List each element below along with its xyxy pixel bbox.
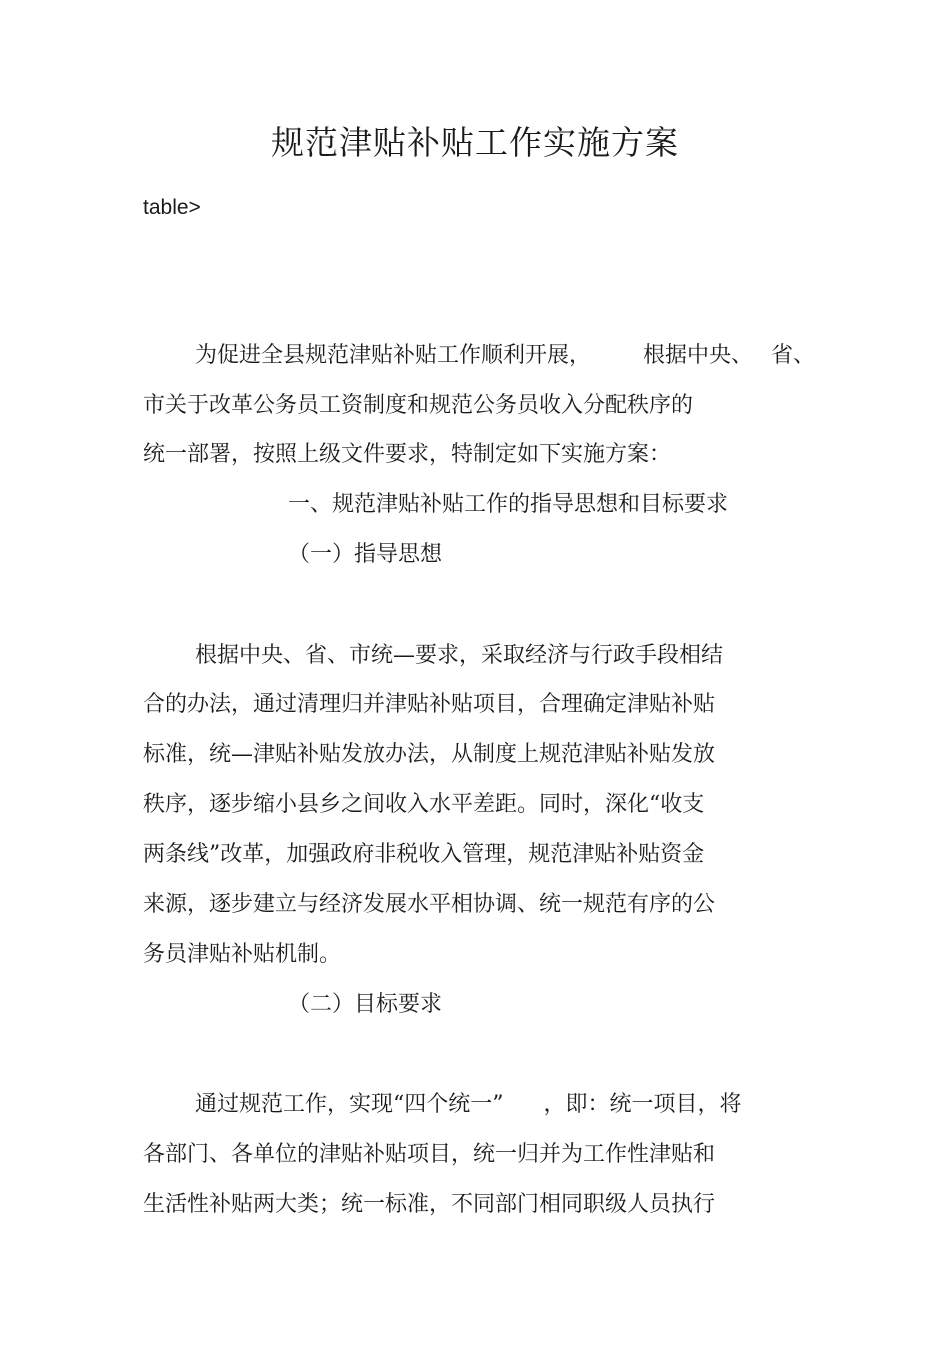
paragraph-line: 合的办法，通过清理归并津贴补贴项目，合理确定津贴补贴: [143, 692, 716, 717]
paragraph-line: 秩序，逐步缩小县乡之间收入水平差距。同时，深化“收支: [143, 792, 705, 817]
intro-text-a: 为促进全县规范津贴补贴工作顺利开展，: [195, 343, 592, 368]
intro-line-2: 市关于改革公务员工资制度和规范公务员收入分配秩序的: [143, 393, 694, 418]
intro-line-1: [195, 341, 815, 371]
paragraph-line: 来源，逐步建立与经济发展水平相协调、统一规范有序的公: [143, 892, 716, 917]
subsection-heading-2: （二）目标要求: [288, 992, 443, 1017]
section-heading-1: 一、规范津贴补贴工作的指导思想和目标要求: [288, 492, 729, 517]
paragraph-line: 生活性补贴两大类；统一标准，不同部门相同职级人员执行: [143, 1192, 716, 1217]
paragraph-line: 根据中央、省、市统—要求，采取经济与行政手段相结: [195, 643, 724, 668]
paragraph-line: 各部门、各单位的津贴补贴项目，统一归并为工作性津贴和: [143, 1142, 716, 1167]
stray-markup-text: table>: [143, 196, 201, 219]
target-text-a: 通过规范工作，实现“四个统一”: [195, 1092, 504, 1117]
paragraph-line: 两条线”改革，加强政府非税收入管理，规范津贴补贴资金: [143, 842, 705, 867]
intro-text-b: 根据中央、: [643, 343, 754, 368]
paragraph-line: 务员津贴补贴机制。: [143, 942, 342, 967]
paragraph-line: [195, 1090, 742, 1120]
subsection-heading-1: （一）指导思想: [288, 542, 443, 567]
paragraph-line: 标准，统—津贴补贴发放办法，从制度上规范津贴补贴发放: [143, 742, 716, 767]
intro-text-c: 省、: [771, 343, 816, 368]
page-title: 规范津贴补贴工作实施方案: [271, 123, 679, 162]
intro-line-3: 统一部署，按照上级文件要求，特制定如下实施方案：: [143, 442, 672, 467]
target-text-b: ，即：统一项目，将: [543, 1092, 742, 1117]
